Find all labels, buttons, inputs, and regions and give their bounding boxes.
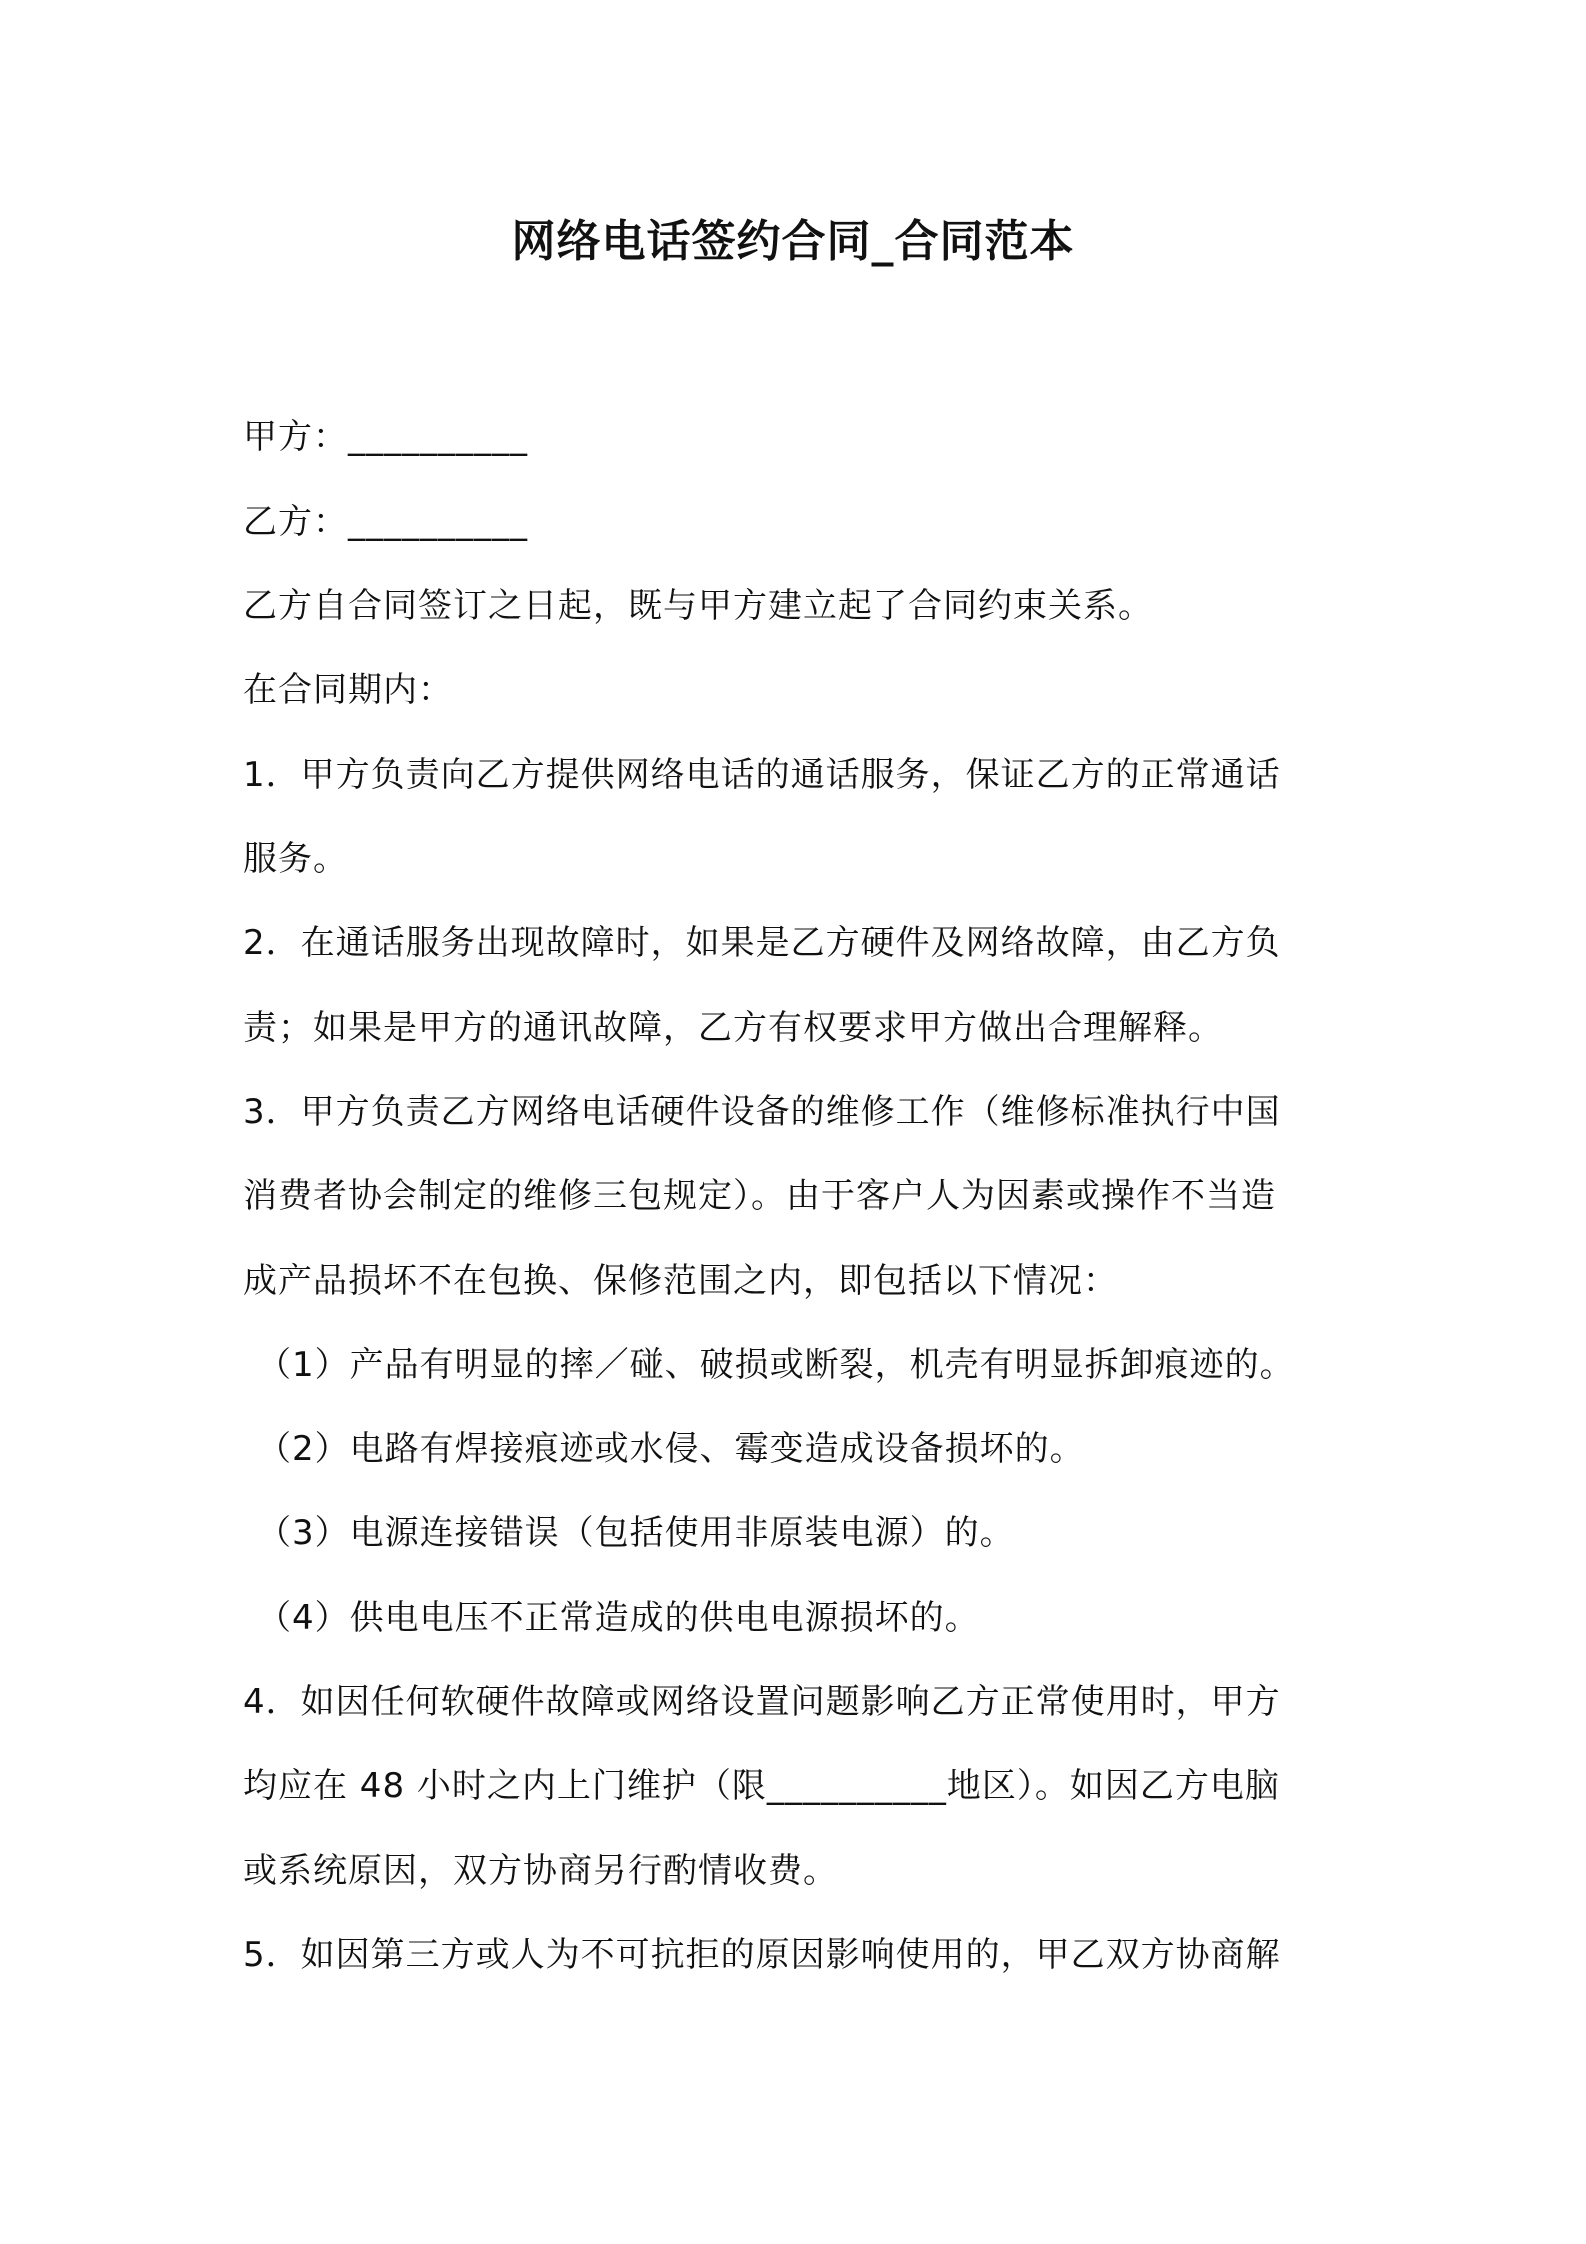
clause-2-line: 责；如果是甲方的通讯故障，乙方有权要求甲方做出合理解释。: [243, 1008, 1223, 1048]
sub-item-2: （2）电路有焊接痕迹或水侵、霉变造成设备损坏的。: [257, 1429, 1085, 1469]
party-b-line: 乙方：__________: [243, 502, 528, 542]
clause-5-line: 5．如因第三方或人为不可抗拒的原因影响使用的，甲乙双方协商解: [243, 1935, 1281, 1975]
clause-3-line: 成产品损坏不在包换、保修范围之内，即包括以下情况：: [243, 1261, 1118, 1301]
party-a-line: 甲方：__________: [243, 417, 528, 457]
clause-4-line: 或系统原因，双方协商另行酌情收费。: [243, 1851, 838, 1891]
clause-3-line: 消费者协会制定的维修三包规定）。由于客户人为因素或操作不当造: [243, 1176, 1276, 1216]
clause-4-line: 均应在 48 小时之内上门维护（限__________地区）。如因乙方电脑: [243, 1766, 1280, 1806]
clause-1-line: 1．甲方负责向乙方提供网络电话的通话服务，保证乙方的正常通话: [243, 755, 1281, 795]
clause-4-line: 4．如因任何软硬件故障或网络设置问题影响乙方正常使用时，甲方: [243, 1682, 1281, 1722]
sub-item-3: （3）电源连接错误（包括使用非原装电源）的。: [257, 1513, 1015, 1553]
sub-item-1: （1）产品有明显的摔／碰、破损或断裂，机壳有明显拆卸痕迹的。: [257, 1345, 1295, 1385]
paragraph-line: 在合同期内：: [243, 670, 453, 710]
clause-1-line: 服务。: [243, 839, 348, 879]
document-title: 网络电话签约合同_合同范本: [511, 216, 1075, 267]
clause-2-line: 2．在通话服务出现故障时，如果是乙方硬件及网络故障，由乙方负: [243, 923, 1281, 963]
sub-item-4: （4）供电电压不正常造成的供电电源损坏的。: [257, 1598, 980, 1638]
paragraph-line: 乙方自合同签订之日起，既与甲方建立起了合同约束关系。: [243, 586, 1153, 626]
clause-3-line: 3．甲方负责乙方网络电话硬件设备的维修工作（维修标准执行中国: [243, 1092, 1281, 1132]
